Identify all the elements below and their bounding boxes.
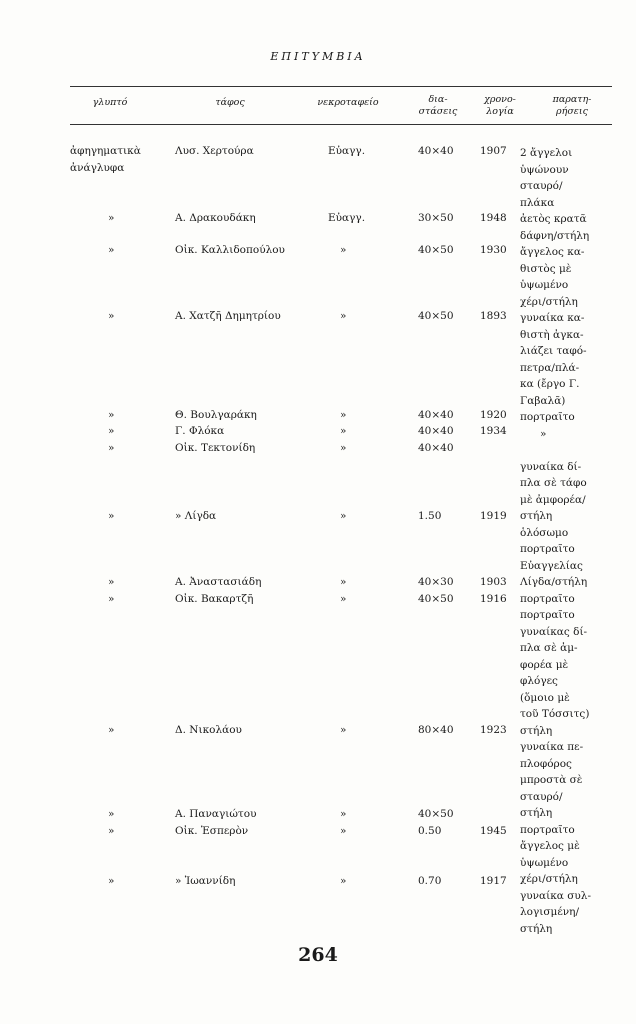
remark-line: φορέα μὲ	[520, 658, 569, 671]
table-top-rule	[70, 86, 612, 87]
row-12-dimensions: 40×50	[418, 808, 454, 820]
row-6-grave: Γ. Φλόκα	[175, 425, 225, 437]
remark-line: σταυρό/	[520, 790, 563, 803]
row-14-cemetery: »	[340, 875, 347, 887]
row-4-grave: Α. Χατζῆ Δημητρίου	[175, 310, 281, 322]
row-10-year: 1916	[480, 593, 507, 605]
row-12-grave: Α. Παναγιώτου	[175, 808, 257, 820]
row-6-cemetery: »	[340, 425, 347, 437]
remark-line: πλοφόρος	[520, 757, 572, 770]
remark-line: μὲ ἀμφορέα/	[520, 493, 586, 506]
row-5-cemetery: »	[340, 409, 347, 421]
remark-line: »	[540, 427, 547, 440]
row-3-grave: Οἰκ. Καλλιδοπούλου	[175, 244, 285, 256]
remark-line: Γαβαλᾶ)	[520, 394, 566, 407]
remark-line: ὑψώνουν	[520, 163, 569, 176]
remark-line: πορτραῖτο	[520, 592, 575, 605]
row-13-dimensions: 0.50	[418, 825, 442, 837]
remark-line: πορτραῖτο	[520, 609, 575, 621]
row-8-sculpture: »	[108, 510, 115, 522]
remark-line: ἄγγελος κα-	[520, 246, 585, 258]
remark-line: (ὅμοιο μὲ	[520, 691, 570, 704]
page-title: ΕΠΙΤΥΜΒΙΑ	[270, 50, 366, 63]
row-3-sculpture: »	[108, 244, 115, 256]
row-7-cemetery: »	[340, 442, 347, 454]
row-4-sculpture: »	[108, 310, 115, 322]
row-9-dimensions: 40×30	[418, 576, 454, 588]
row-5-dimensions: 40×40	[418, 409, 454, 421]
row-3-cemetery: »	[340, 244, 347, 256]
remark-line: χέρι/στήλη	[520, 873, 578, 885]
row-13-sculpture: »	[108, 825, 115, 837]
table-header-rule	[70, 124, 612, 125]
remark-line: πορτραῖτο	[520, 823, 575, 836]
row-5-grave: Θ. Βουλγαράκη	[175, 409, 257, 421]
row-7-dimensions: 40×40	[418, 442, 454, 454]
row-6-sculpture: »	[108, 425, 115, 437]
remark-line: γυναίκα δί-	[520, 460, 582, 473]
row-2-year: 1948	[480, 212, 507, 224]
remark-line: πετρα/πλά-	[520, 361, 580, 374]
row-7-sculpture: »	[108, 442, 115, 454]
row-1-dimensions: 40×40	[418, 145, 454, 157]
row-11-cemetery: »	[340, 724, 347, 736]
row-7-grave: Οἰκ. Τεκτονίδη	[175, 442, 256, 454]
row-5-sculpture: »	[108, 409, 115, 421]
row-13-year: 1945	[480, 825, 507, 837]
remark-line: θιστὸς μὲ	[520, 262, 572, 275]
row-6-year: 1934	[480, 425, 507, 437]
row-9-sculpture: »	[108, 576, 115, 588]
row-12-cemetery: »	[340, 808, 347, 820]
row-8-dimensions: 1.50	[418, 510, 442, 522]
row-8-year: 1919	[480, 510, 507, 522]
row-9-year: 1903	[480, 576, 507, 588]
row-14-grave: » Ἰωαννίδη	[175, 875, 236, 887]
remark-line: πλα σὲ τάφο	[520, 477, 587, 489]
row-8-cemetery: »	[340, 510, 347, 522]
remark-line: ὑψωμένο	[520, 856, 569, 869]
row-1-grave: Λυσ. Χερτούρα	[175, 145, 254, 157]
remark-line: πλάκα	[520, 196, 555, 209]
remark-line: πλα σὲ ἀμ-	[520, 642, 578, 654]
row-13-cemetery: »	[340, 825, 347, 837]
row-3-dimensions: 40×50	[418, 244, 454, 256]
remark-line: σταυρό/	[520, 180, 563, 192]
row-11-year: 1923	[480, 724, 507, 736]
remark-line: φλόγες	[520, 675, 558, 687]
remark-line: μπροστὰ σὲ	[520, 774, 583, 786]
row-4-year: 1893	[480, 310, 507, 322]
row-2-cemetery: Εὐαγγ.	[328, 212, 366, 224]
row-5-year: 1920	[480, 409, 507, 421]
row-10-cemetery: »	[340, 593, 347, 605]
row-11-grave: Δ. Νικολάου	[175, 724, 242, 736]
column-header-cemetery: νεκροταφείο	[317, 97, 379, 108]
remark-line: λιάζει ταφό-	[520, 345, 587, 357]
row-2-sculpture: »	[108, 212, 115, 224]
remark-line: πορτραῖτο	[520, 543, 575, 555]
row-14-year: 1917	[480, 875, 507, 887]
row-12-sculpture: »	[108, 808, 115, 820]
column-header-chronology: χρονο- λογία	[484, 94, 516, 117]
remark-line: στήλη	[520, 922, 553, 935]
row-10-sculpture: »	[108, 593, 115, 605]
row-14-dimensions: 0.70	[418, 875, 442, 887]
remark-line: 2 ἄγγελοι	[520, 147, 573, 159]
remarks-column	[520, 145, 612, 937]
remark-line: τοῦ Τόσσιτς)	[520, 708, 590, 720]
remark-line: στήλη	[520, 807, 553, 819]
remark-line: στήλη	[520, 510, 553, 522]
column-header-sculpture: γλυπτό	[92, 97, 128, 108]
remark-line: ἄγγελος μὲ	[520, 840, 580, 852]
row-8-grave: » Λίγδα	[175, 510, 217, 522]
remark-line: λογισμένη/	[520, 906, 580, 918]
column-header-grave: τάφος	[215, 97, 245, 108]
row-2-dimensions: 30×50	[418, 212, 454, 224]
remark-line: στήλη	[520, 724, 553, 737]
row-10-grave: Οἰκ. Βακαρτζῆ	[175, 593, 254, 605]
column-header-remarks: παρατη- ρήσεις	[552, 94, 592, 117]
row-6-dimensions: 40×40	[418, 425, 454, 437]
remark-line: ὁλόσωμο	[520, 526, 569, 539]
row-13-grave: Οἰκ. Ἑσπερὸν	[175, 825, 249, 837]
row-11-sculpture: »	[108, 724, 115, 736]
remark-line: θιστὴ ἀγκα-	[520, 328, 584, 341]
remark-line: Λίγδα/στήλη	[520, 576, 588, 588]
remark-line: ἀετὸς κρατᾶ	[520, 213, 587, 225]
remark-line: Εὐαγγελίας	[520, 559, 583, 572]
remark-line: κα (ἔργο Γ.	[520, 378, 580, 390]
row-1-cemetery: Εὐαγγ.	[328, 145, 366, 157]
column-header-dimensions: δια- στάσεις	[418, 94, 458, 117]
page-number: 264	[298, 944, 338, 966]
row-2-grave: Α. Δρακουδάκη	[175, 212, 256, 224]
row-11-dimensions: 80×40	[418, 724, 454, 736]
row-1-sculpture: ἀφηγηματικὰ ἀνάγλυφα	[70, 145, 141, 174]
remark-line: γυναίκα συλ-	[520, 889, 591, 902]
row-4-dimensions: 40×50	[418, 310, 454, 322]
remark-line: ὑψωμένο	[520, 279, 569, 291]
row-1-year: 1907	[480, 145, 507, 157]
remark-line: πορτραῖτο	[520, 411, 575, 423]
remark-line: γυναίκα κα-	[520, 312, 585, 324]
row-10-dimensions: 40×50	[418, 593, 454, 605]
remark-line	[520, 442, 612, 459]
remark-line: γυναίκα πε-	[520, 741, 584, 753]
row-3-year: 1930	[480, 244, 507, 256]
row-4-cemetery: »	[340, 310, 347, 322]
row-9-cemetery: »	[340, 576, 347, 588]
row-14-sculpture: »	[108, 875, 115, 887]
remark-line: δάφνη/στήλη	[520, 229, 590, 242]
remark-line: χέρι/στήλη	[520, 295, 578, 308]
row-9-grave: Α. Ἀναστασιάδη	[175, 576, 262, 588]
remark-line: γυναίκας δί-	[520, 625, 588, 638]
